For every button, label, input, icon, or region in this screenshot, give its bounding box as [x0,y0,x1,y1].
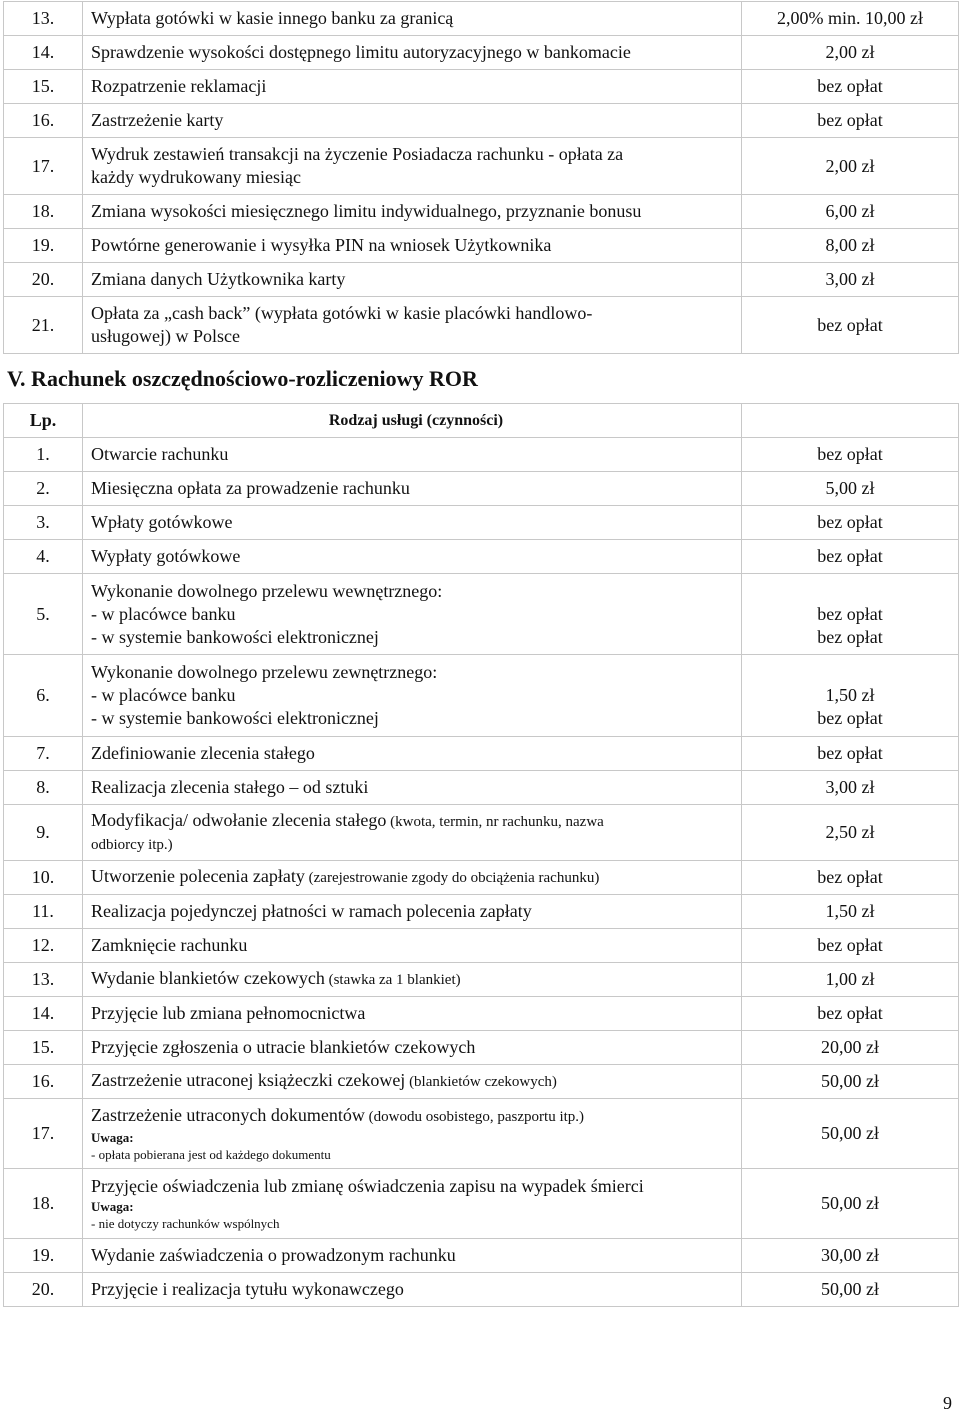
row-number: 12. [4,929,83,963]
row-number: 5. [4,574,83,655]
row-number: 11. [4,895,83,929]
row-number: 16. [4,1065,83,1099]
fee-value: bez opłat [742,506,959,540]
table-row [4,104,959,138]
fee-value: 5,00 zł [742,472,959,506]
row-number: 20. [4,1273,83,1307]
fee-value: 2,00 zł [742,138,959,195]
service-description [83,1065,742,1099]
row-number: 7. [4,737,83,771]
fee-value: 30,00 zł [742,1239,959,1273]
service-description [83,805,742,861]
description-line: - w placówce banku [91,603,236,624]
fee-value: bez opłat [742,861,959,895]
fee-value: 3,00 zł [742,263,959,297]
row-number: 3. [4,506,83,540]
fee-value: 2,50 zł [742,805,959,861]
service-description: Miesięczna opłata za prowadzenie rachunku [83,472,742,506]
table-row [4,540,959,574]
fee-value: bez opłat [742,540,959,574]
fee-value: 1,00 zł [742,963,959,997]
service-description [83,297,742,354]
row-number: 1. [4,438,83,472]
description-line: - w placówce banku [91,685,236,705]
fee-value: 1,50 zł [742,895,959,929]
table-row [4,861,959,895]
card-fees-table [3,1,959,354]
row-number: 21. [4,297,83,354]
service-description [83,138,742,195]
service-description: Przyjęcie lub zmiana pełnomocnictwa [83,997,742,1031]
table-row [4,737,959,771]
section-heading: V. Rachunek oszczędnościowo-rozliczeniowy ROR [7,366,478,391]
row-number: 19. [4,229,83,263]
description-line: Opłata za „cash back” (wypłata gotówki w kasie placówki handlowo- [91,303,593,323]
table-row [4,138,959,195]
service-description: Przyjęcie i realizacja tytułu wykonawczego [83,1273,742,1307]
table-row [4,297,959,354]
description-line: Zastrzeżenie utraconych dokumentów [91,1105,365,1125]
table-row [4,1031,959,1065]
table-row [4,963,959,997]
service-description: Zdefiniowanie zlecenia stałego [83,737,742,771]
fee-line: bez opłat [817,708,883,728]
row-number: 13. [4,2,83,36]
row-number: 14. [4,36,83,70]
description-detail: (blankietów czekowych) [405,1074,557,1090]
description-detail: (dowodu osobistego, paszportu itp.) [364,1109,585,1125]
service-description: Zamknięcie rachunku [83,929,742,963]
fee-value: 8,00 zł [742,229,959,263]
description-line: każdy wydrukowany miesiąc [91,167,301,187]
table-row [4,929,959,963]
service-description: Sprawdzenie wysokości dostępnego limitu autoryzacyjnego w bankomacie [83,36,742,70]
fee-value: 50,00 zł [742,1169,959,1239]
table-row [4,1065,959,1099]
row-number: 13. [4,963,83,997]
description-line: usługowej) w Polsce [91,326,240,346]
description-line: Wykonanie dowolnego przelewu zewnętrznego: [91,662,438,682]
service-description: Zmiana danych Użytkownika karty [83,263,742,297]
description-detail: (kwota, termin, nr rachunku, nazwa [386,813,604,830]
row-number: 8. [4,771,83,805]
fee-header [742,404,959,438]
service-description: Rozpatrzenie reklamacji [83,70,742,104]
fee-value: bez opłat [742,997,959,1031]
row-number: 10. [4,861,83,895]
fee-value: bez opłat [742,104,959,138]
note-label: Uwaga: [91,1130,134,1145]
service-description [83,1099,742,1169]
description-line: Wydanie blankietów czekowych [91,968,325,988]
service-description: Zmiana wysokości miesięcznego limitu indywidualnego, przyznanie bonusu [83,195,742,229]
row-number: 20. [4,263,83,297]
service-description [83,655,742,737]
service-description: Powtórne generowanie i wysyłka PIN na wniosek Użytkownika [83,229,742,263]
fee-line: bez opłat [817,603,883,624]
description-line: - w systemie bankowości elektronicznej [91,708,379,728]
table-row [4,70,959,104]
row-number: 15. [4,70,83,104]
row-number: 2. [4,472,83,506]
description-line: - w systemie bankowości elektronicznej [91,626,379,647]
description-line: Zastrzeżenie utraconej książeczki czekowej [91,1070,406,1090]
lp-header: Lp. [4,404,83,438]
ror-fees-table [3,403,959,1307]
table-row [4,2,959,36]
fee-value: bez opłat [742,929,959,963]
description-line: Modyfikacja/ odwołanie zlecenia stałego [91,809,387,830]
table-row [4,1273,959,1307]
row-number: 18. [4,195,83,229]
service-description [83,1169,742,1239]
fee-value: 2,00 zł [742,36,959,70]
table-row [4,36,959,70]
fee-value: 6,00 zł [742,195,959,229]
row-number: 19. [4,1239,83,1273]
row-number: 18. [4,1169,83,1239]
row-number: 4. [4,540,83,574]
service-description [83,861,742,895]
table-row [4,263,959,297]
fee-value [742,574,959,655]
description-line: Wykonanie dowolnego przelewu wewnętrznego: [91,580,443,601]
description-line: Przyjęcie oświadczenia lub zmianę oświadczenia zapisu na wypadek śmierci [91,1176,644,1196]
table-row [4,574,959,655]
table-row [4,895,959,929]
table-row [4,771,959,805]
table-row [4,229,959,263]
description-detail: odbiorcy itp.) [91,836,173,853]
row-number: 14. [4,997,83,1031]
fee-value: bez opłat [742,438,959,472]
service-description: Realizacja pojedynczej płatności w ramach polecenia zapłaty [83,895,742,929]
table-row [4,1239,959,1273]
fee-value: bez opłat [742,737,959,771]
fee-value: 2,00% min. 10,00 zł [742,2,959,36]
table-header-row [4,404,959,438]
row-number: 17. [4,1099,83,1169]
row-number: 16. [4,104,83,138]
table-row [4,506,959,540]
note-label: Uwaga: [91,1199,134,1214]
table-row [4,195,959,229]
note-text: - nie dotyczy rachunków wspólnych [91,1216,280,1231]
fee-value: 3,00 zł [742,771,959,805]
row-number: 9. [4,805,83,861]
row-number: 6. [4,655,83,737]
fee-line: bez opłat [817,626,883,647]
description-detail: (zarejestrowanie zgody do obciążenia rachunku) [304,870,600,886]
service-header: Rodzaj usługi (czynności) [83,404,742,438]
fee-value: bez opłat [742,297,959,354]
table-row [4,805,959,861]
service-description: Przyjęcie zgłoszenia o utracie blankietów czekowych [83,1031,742,1065]
description-detail: (stawka za 1 blankiet) [324,972,461,988]
fee-value: 50,00 zł [742,1065,959,1099]
service-description: Wypłata gotówki w kasie innego banku za granicą [83,2,742,36]
service-description: Wpłaty gotówkowe [83,506,742,540]
table-row [4,1169,959,1239]
fee-value: 20,00 zł [742,1031,959,1065]
table-row [4,997,959,1031]
note-text: - opłata pobierana jest od każdego dokumentu [91,1147,331,1162]
service-description: Wydanie zaświadczenia o prowadzonym rachunku [83,1239,742,1273]
fee-value: 50,00 zł [742,1099,959,1169]
fee-line: 1,50 zł [825,685,875,705]
service-description [83,574,742,655]
description-line: Utworzenie polecenia zapłaty [91,866,305,886]
description-line: Wydruk zestawień transakcji na życzenie Posiadacza rachunku - opłata za [91,144,624,164]
table-row [4,472,959,506]
table-row [4,438,959,472]
table-row [4,655,959,737]
fee-value: bez opłat [742,70,959,104]
row-number: 17. [4,138,83,195]
table-row [4,1099,959,1169]
row-number: 15. [4,1031,83,1065]
service-description: Zastrzeżenie karty [83,104,742,138]
service-description: Wypłaty gotówkowe [83,540,742,574]
fee-value: 50,00 zł [742,1273,959,1307]
fee-value [742,655,959,737]
service-description [83,963,742,997]
service-description: Otwarcie rachunku [83,438,742,472]
page-number: 9 [943,1393,952,1413]
service-description: Realizacja zlecenia stałego – od sztuki [83,771,742,805]
